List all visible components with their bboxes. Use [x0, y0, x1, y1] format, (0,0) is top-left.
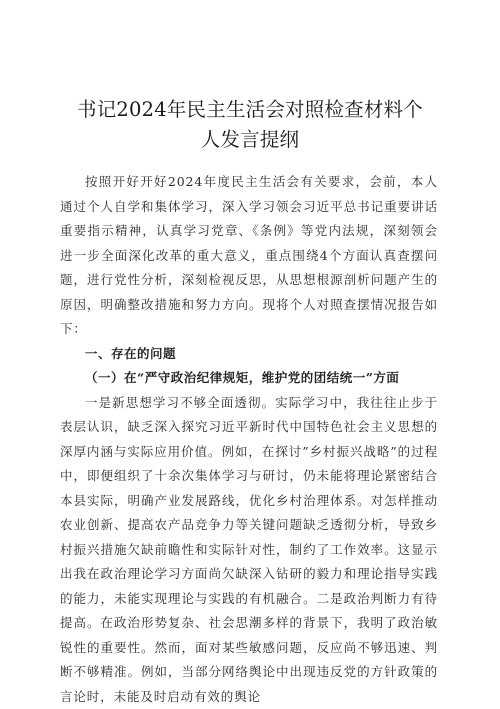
- document-body: [60, 170, 438, 709]
- document-title: 书记2024年民主生活会对照检查材料个人发言提纲: [70, 95, 430, 155]
- intro-paragraph: 按照开好开好2024年度民主生活会有关要求，会前，本人通过个人自学和集体学习，深入学习领会习近平总书记重要讲话重要指示精神，认真学习党章、《条例》等党内法规，深刻领会进一步全面深化改革的重大意义，重点围绕4个方面认真查摆问题，进行党性分析，深刻检视反思，从思想根源剖析问题产生的原因，明确整改措施和努力方向。现将个人对照查摆情况报告如下：: [60, 170, 438, 342]
- body-paragraph: 一是新思想学习不够全面透彻。实际学习中，我往往止步于表层认识，缺乏深入探究习近平新时代中国特色社会主义思想的深厚内涵与实际应用价值。例如，在探讨”乡村振兴战略”的过程中，即便组织了十余次集体学习与研讨，仍未能将理论紧密结合本县实际，明确产业发展路线，优化乡村治理体系。对怎样推动农业创新、提高农产品竞争力等关键问题缺乏透彻分析，导致乡村振兴措施欠缺前瞻性和实际针对性，制约了工作效率。这显示出我在政治理论学习方面尚欠缺深入钻研的毅力和理论指导实践的能力，未能实现理论与实践的有机融合。二是政治判断力有待提高。在政治形势复杂、社会思潮多样的背景下，我明了政治敏锐性的重要性。然而，面对某些敏感问题，反应尚不够迅速、判断不够精准。例如，当部分网络舆论中出现违反党的方针政策的言论时，未能及时启动有效的舆论: [60, 391, 438, 709]
- subsection-heading: （一）在“严守政治纪律规矩，维护党的团结统一”方面: [60, 366, 438, 391]
- section-heading: 一、存在的问题: [60, 342, 438, 367]
